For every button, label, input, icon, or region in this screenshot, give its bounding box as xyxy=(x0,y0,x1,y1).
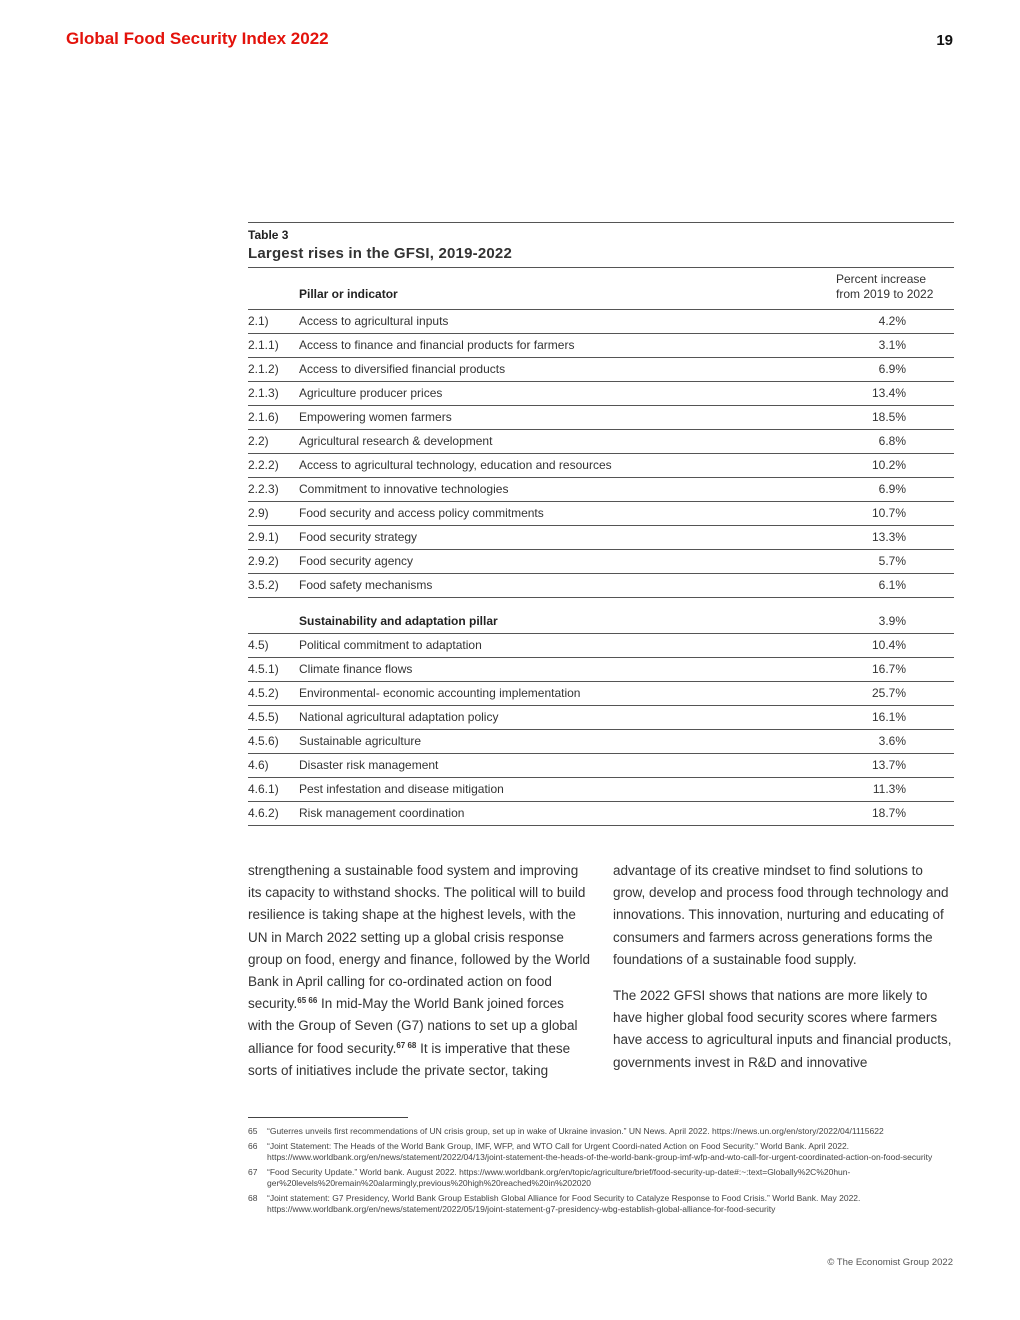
footnote-ref: 67 68 xyxy=(396,1040,417,1050)
footnote-text: “Joint statement: G7 Presidency, World Bank Group Establish Global Alliance for Food Security to Catalyze Response to Food Crisis.” World Bank. May 2022. https://www.worldbank.org/en/news/statement/2022/05/19/joint-statement-g7-presidency-wbg-establish-global-alliance-for-food-security xyxy=(267,1192,861,1214)
table-body-pillar4 xyxy=(248,634,954,826)
gfsi-rises-table xyxy=(248,222,954,826)
body-column-right xyxy=(613,860,955,1088)
header-percent xyxy=(836,272,933,302)
indicator-name: Access to agricultural technology, education and resources xyxy=(299,458,612,472)
footnote-text: “Joint Statement: The Heads of the World Bank Group, IMF, WFP, and WTO Call for Urgent Coordi-nated Action on Food Security.” World Bank. April 2022. https://www.worldbank.org/en/news/statement/2022/04/13/joint-statement-the-heads-of-the-world-bank-group-imf-wfp-and-wto-call-for-urgent-coordinated-action-on-food-security xyxy=(267,1140,933,1162)
percent-increase: 16.1% xyxy=(871,710,906,724)
indicator-code: 2.2.3) xyxy=(248,482,279,496)
indicator-name: Empowering women farmers xyxy=(299,410,452,424)
body-text: In mid-May the World Bank joined forces with the Group of Seven (G7) nations to set up a global alliance for food security. xyxy=(248,996,578,1056)
footnote-text: “Food Security Update.” World bank. August 2022. https://www.worldbank.org/en/topic/agriculture/brief/food-security-up-date#:~:text=Globally%2C%20hun-ger%20levels%20remain%20alarmingly,previous%20high%20reached%20in%202020 xyxy=(267,1166,851,1188)
indicator-code: 2.2.2) xyxy=(248,458,279,472)
percent-increase: 4.2% xyxy=(878,314,906,328)
indicator-code: 2.9.1) xyxy=(248,530,279,544)
footnote-number: 65 xyxy=(248,1126,258,1136)
table-row xyxy=(248,358,954,382)
indicator-code: 4.5.2) xyxy=(248,686,279,700)
percent-increase: 6.9% xyxy=(878,482,906,496)
footnote-number: 68 xyxy=(248,1192,258,1203)
footnotes xyxy=(248,1126,954,1219)
header-percent-line2: from 2019 to 2022 xyxy=(836,287,934,301)
percent-increase: 6.8% xyxy=(878,434,906,448)
indicator-code: 2.2) xyxy=(248,434,269,448)
footnote xyxy=(248,1193,954,1216)
indicator-name: Agriculture producer prices xyxy=(299,386,443,400)
indicator-name: Disaster risk management xyxy=(299,758,439,772)
percent-increase: 10.4% xyxy=(871,638,906,652)
footnote-number: 67 xyxy=(248,1166,258,1177)
table-body-pillar2 xyxy=(248,310,954,598)
table-row xyxy=(248,730,954,754)
percent-increase: 6.1% xyxy=(878,578,906,592)
body-text: strengthening a sustainable food system and improving its capacity to withstand shocks. The political will to build resilience is taking shape at the highest levels, with the UN in March 2022 setting up a global crisis response group on food, energy and finance, followed by the World Bank in April calling for co-ordinated action on food security. xyxy=(248,863,590,1012)
footnote-text: “Guterres unveils first recommendations of UN crisis group, set up in wake of Ukraine invasion.” UN News. April 2022. https://news.un.org/en/story/2022/04/1115622 xyxy=(267,1126,884,1136)
table-row xyxy=(248,526,954,550)
indicator-name: National agricultural adaptation policy xyxy=(299,710,499,724)
indicator-code: 2.1.2) xyxy=(248,362,279,376)
table-row xyxy=(248,430,954,454)
table-row xyxy=(248,682,954,706)
percent-increase: 13.4% xyxy=(871,386,906,400)
percent-increase: 10.2% xyxy=(871,458,906,472)
percent-increase: 3.6% xyxy=(878,734,906,748)
header-percent-line1: Percent increase xyxy=(836,272,927,286)
indicator-code: 2.1.1) xyxy=(248,338,279,352)
indicator-name: Political commitment to adaptation xyxy=(299,638,482,652)
indicator-code: 4.5) xyxy=(248,638,269,652)
table-row xyxy=(248,454,954,478)
percent-increase: 5.7% xyxy=(878,554,906,568)
table-section-row xyxy=(248,598,954,634)
indicator-code: 3.5.2) xyxy=(248,578,279,592)
indicator-name: Access to agricultural inputs xyxy=(299,314,449,328)
table-label: Table 3 xyxy=(248,228,289,242)
table-row xyxy=(248,802,954,826)
indicator-name: Sustainable agriculture xyxy=(299,734,422,748)
table-title: Largest rises in the GFSI, 2019-2022 xyxy=(248,245,512,262)
percent-increase: 18.7% xyxy=(871,806,906,820)
copyright: © The Economist Group 2022 xyxy=(827,1257,953,1268)
indicator-name: Agricultural research & development xyxy=(299,434,493,448)
table-top-rule xyxy=(248,222,954,223)
body-paragraph xyxy=(248,860,590,1082)
indicator-code: 2.1) xyxy=(248,314,269,328)
body-paragraph: The 2022 GFSI shows that nations are more likely to have higher global food security scores where farmers have access to agricultural inputs and financial products, governments invest in R&D and innovative xyxy=(613,988,952,1070)
table-row xyxy=(248,310,954,334)
indicator-name: Food security and access policy commitments xyxy=(299,506,544,520)
indicator-name: Pest infestation and disease mitigation xyxy=(299,782,504,796)
percent-increase: 6.9% xyxy=(878,362,906,376)
indicator-code: 4.6.1) xyxy=(248,782,279,796)
indicator-code: 4.5.5) xyxy=(248,710,279,724)
indicator-code: 2.1.3) xyxy=(248,386,279,400)
footnote xyxy=(248,1167,954,1190)
indicator-name: Food security agency xyxy=(299,554,414,568)
report-title: Global Food Security Index 2022 xyxy=(66,29,329,48)
percent-increase: 16.7% xyxy=(871,662,906,676)
table-row xyxy=(248,406,954,430)
footnote xyxy=(248,1141,954,1164)
table-row xyxy=(248,574,954,598)
table-row xyxy=(248,634,954,658)
section-value: 3.9% xyxy=(878,614,906,628)
indicator-name: Climate finance flows xyxy=(299,662,413,676)
table-row xyxy=(248,658,954,682)
indicator-code: 4.5.6) xyxy=(248,734,279,748)
table-row xyxy=(248,778,954,802)
percent-increase: 3.1% xyxy=(878,338,906,352)
header-pillar: Pillar or indicator xyxy=(299,287,398,301)
percent-increase: 25.7% xyxy=(871,686,906,700)
percent-increase: 13.3% xyxy=(871,530,906,544)
table-header xyxy=(248,267,954,310)
table-row xyxy=(248,754,954,778)
indicator-code: 4.6) xyxy=(248,758,269,772)
indicator-code: 2.9.2) xyxy=(248,554,279,568)
body-text: It is imperative that these sorts of initiatives include the private sector, taking xyxy=(248,1040,571,1078)
table-row xyxy=(248,502,954,526)
percent-increase: 18.5% xyxy=(871,410,906,424)
indicator-name: Environmental- economic accounting implementation xyxy=(299,686,581,700)
percent-increase: 13.7% xyxy=(871,758,906,772)
footnote-rule xyxy=(248,1117,408,1118)
indicator-name: Access to diversified financial products xyxy=(299,362,506,376)
table-row xyxy=(248,382,954,406)
indicator-code: 4.6.2) xyxy=(248,806,279,820)
indicator-name: Access to finance and financial products for farmers xyxy=(299,338,575,352)
table-row xyxy=(248,706,954,730)
table-row xyxy=(248,334,954,358)
indicator-name: Risk management coordination xyxy=(299,806,465,820)
page-number: 19 xyxy=(936,32,953,49)
section-name: Sustainability and adaptation pillar xyxy=(299,614,498,628)
footnote-number: 66 xyxy=(248,1140,258,1151)
table-row xyxy=(248,478,954,502)
percent-increase: 11.3% xyxy=(872,782,906,796)
indicator-code: 4.5.1) xyxy=(248,662,279,676)
indicator-name: Food safety mechanisms xyxy=(299,578,433,592)
body-paragraph: advantage of its creative mindset to find solutions to grow, develop and process food through technology and innovations. This innovation, nurturing and educating of consumers and farmers across generations forms the foundations of a sustainable food supply. xyxy=(613,863,949,967)
indicator-name: Food security strategy xyxy=(299,530,418,544)
indicator-code: 2.9) xyxy=(248,506,269,520)
table-row xyxy=(248,550,954,574)
footnote-ref: 65 66 xyxy=(297,996,318,1006)
percent-increase: 10.7% xyxy=(871,506,906,520)
footnote xyxy=(248,1126,954,1138)
body-column-left xyxy=(248,860,590,1096)
indicator-name: Commitment to innovative technologies xyxy=(299,482,509,496)
indicator-code: 2.1.6) xyxy=(248,410,279,424)
